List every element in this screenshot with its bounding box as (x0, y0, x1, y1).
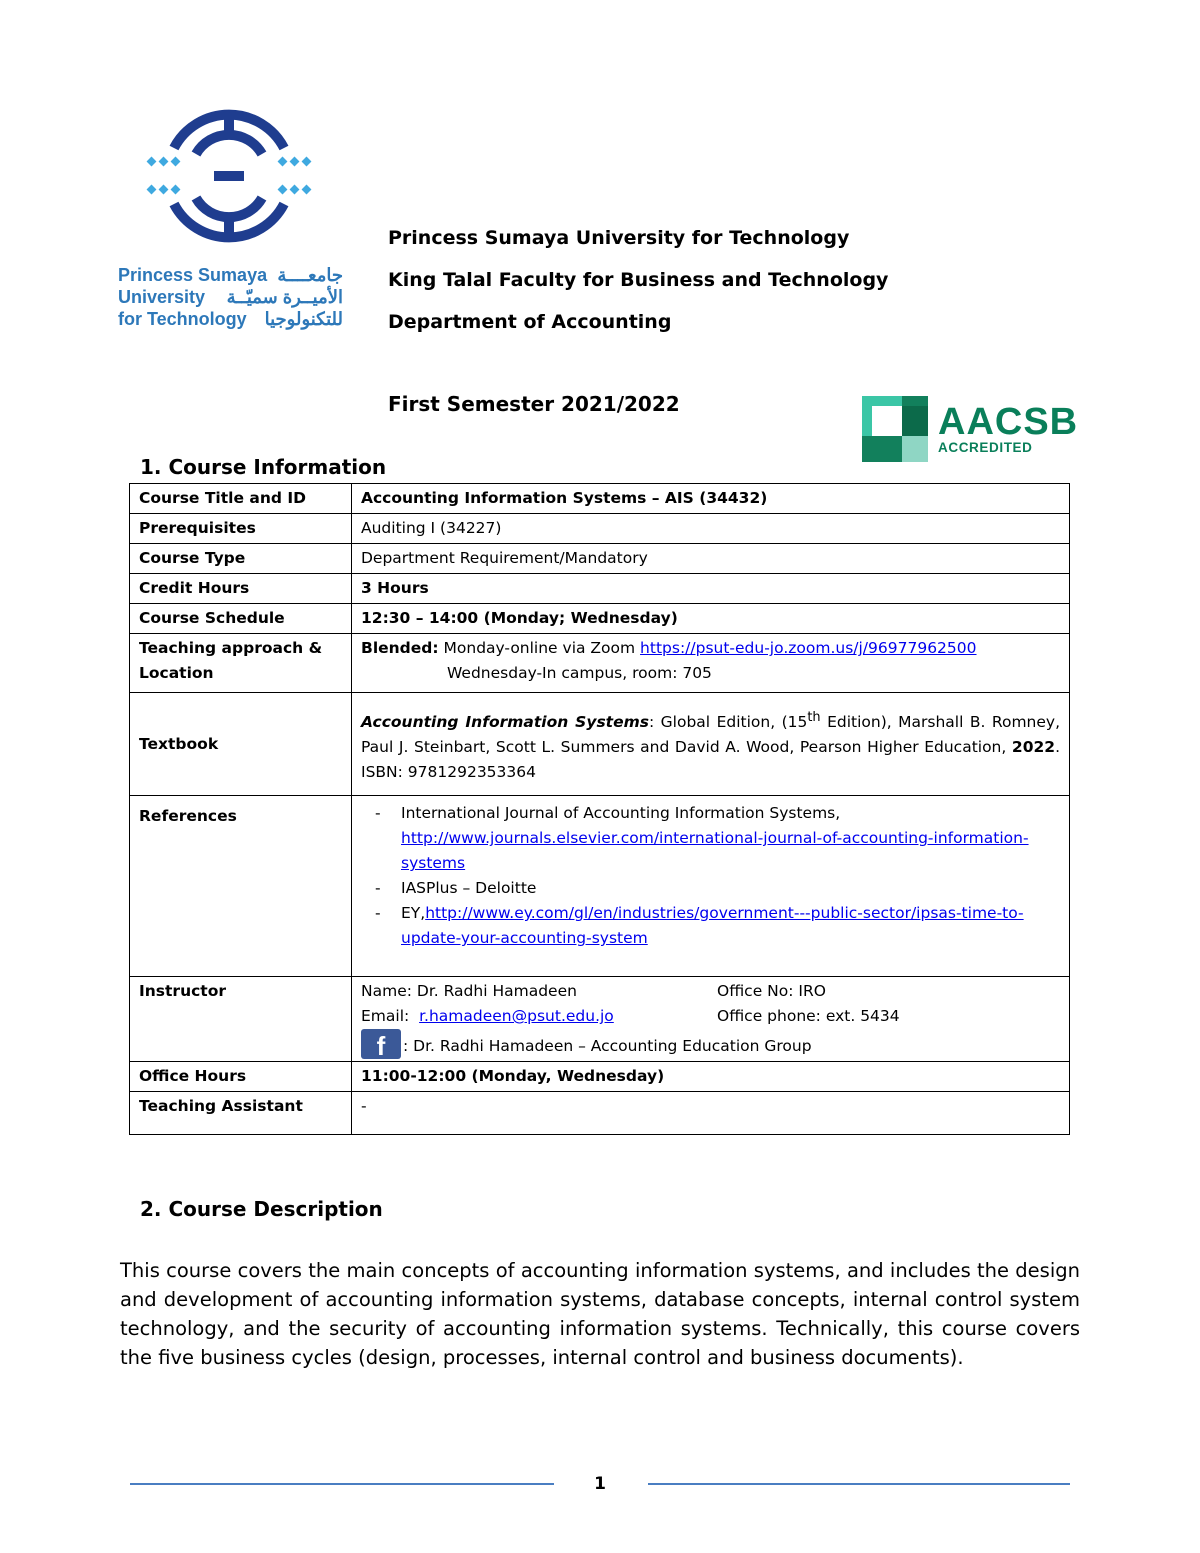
blended-label: Blended: (361, 639, 439, 657)
aacsb-mark-icon (862, 396, 928, 462)
table-row (130, 693, 1070, 796)
table-row (130, 977, 1070, 1062)
textbook-edition-sup: th (807, 710, 821, 725)
reference-prefix: EY, (401, 904, 426, 923)
facebook-icon[interactable]: f (361, 1029, 401, 1059)
teaching-approach-value (352, 634, 1070, 693)
credit-hours-value: 3 Hours (352, 574, 1070, 604)
aacsb-word: AACSB (938, 401, 1079, 443)
row-label: Prerequisites (130, 514, 352, 544)
list-item (401, 876, 1060, 901)
email-label: Email: (361, 1007, 410, 1026)
office-hours-value: 11:00-12:00 (Monday, Wednesday) (352, 1062, 1070, 1092)
elsevier-link[interactable]: http://www.journals.elsevier.com/international-journal-of-accounting-information-systems (401, 829, 1029, 873)
table-row (130, 604, 1070, 634)
textbook-title: Accounting Information Systems (361, 713, 649, 732)
ey-link[interactable]: http://www.ey.com/gl/en/industries/government---public-sector/ipsas-time-to-update-your-accounting-system (401, 904, 1024, 948)
semester-title: First Semester 2021/2022 (388, 392, 680, 416)
references-list (361, 801, 1060, 951)
reference-text: International Journal of Accounting Information Systems, (401, 804, 841, 823)
textbook-authors: Edition), Marshall B. Romney, Paul J. Steinbart, Scott L. Summers and David A. Wood, Pearson Higher Education, (361, 713, 1061, 757)
table-row (130, 574, 1070, 604)
office-phone: Office phone: ext. 5434 (717, 1007, 900, 1026)
table-row (130, 1062, 1070, 1092)
row-label: Credit Hours (130, 574, 352, 604)
instructor-name: Name: Dr. Radhi Hamadeen (361, 982, 577, 1001)
section-title-course-description: 2. Course Description (140, 1197, 383, 1221)
prerequisites-value: Auditing I (34227) (352, 514, 1070, 544)
logo-wordmark (118, 264, 343, 330)
reference-text: IASPlus – Deloitte (401, 879, 537, 898)
row-label: Course Title and ID (130, 484, 352, 514)
instructor-value (352, 977, 1070, 1062)
page-number: 1 (594, 1474, 606, 1494)
row-label: Instructor (130, 977, 352, 1062)
online-text: Monday-online via Zoom (443, 639, 636, 657)
textbook-isbn: . ISBN: 9781292353364 (361, 738, 1060, 782)
office-number: Office No: IRO (717, 982, 826, 1001)
references-value (352, 796, 1070, 977)
list-item (401, 801, 1060, 876)
campus-text: Wednesday-In campus, room: 705 (447, 664, 712, 682)
aacsb-accredited: ACCREDITED (938, 440, 1033, 455)
textbook-edition: : Global Edition, (15 (648, 713, 808, 732)
section-title-course-information: 1. Course Information (140, 455, 387, 479)
logo-ar-line: للتكنولوجيا (264, 309, 343, 329)
university-emblem-icon (144, 96, 314, 256)
row-label: Textbook (130, 693, 352, 796)
teaching-assistant-value: - (352, 1092, 1070, 1135)
university-logo (118, 96, 343, 330)
row-label: Course Schedule (130, 604, 352, 634)
department-name: Department of Accounting (388, 311, 672, 333)
course-type-value: Department Requirement/Mandatory (352, 544, 1070, 574)
course-title-value: Accounting Information Systems – AIS (34432) (352, 484, 1070, 514)
university-name: Princess Sumaya University for Technology (388, 227, 850, 249)
row-label: Office Hours (130, 1062, 352, 1092)
aacsb-logo (862, 396, 1078, 462)
logo-en-line: University (118, 287, 206, 307)
row-label: Teaching Assistant (130, 1092, 352, 1135)
table-row (130, 484, 1070, 514)
table-row (130, 634, 1070, 693)
facebook-group-text: : Dr. Radhi Hamadeen – Accounting Education Group (403, 1037, 812, 1056)
table-row (130, 1092, 1070, 1135)
textbook-value (352, 693, 1070, 796)
row-label: Course Type (130, 544, 352, 574)
schedule-value: 12:30 – 14:00 (Monday; Wednesday) (352, 604, 1070, 634)
logo-en-line: Princess Sumaya (118, 265, 268, 285)
course-info-table (129, 483, 1070, 1135)
faculty-name: King Talal Faculty for Business and Technology (388, 269, 889, 291)
row-label: Teaching approach & Location (130, 634, 352, 693)
instructor-email-link[interactable]: r.hamadeen@psut.edu.jo (419, 1007, 614, 1026)
document-header (388, 222, 888, 348)
table-row (130, 796, 1070, 977)
table-row (130, 514, 1070, 544)
row-label: References (130, 796, 352, 977)
list-item (401, 901, 1060, 951)
textbook-year: 2022 (1011, 738, 1056, 757)
logo-en-line: for Technology (118, 309, 247, 329)
zoom-link[interactable]: https://psut-edu-jo.zoom.us/j/96977962500 (640, 639, 977, 657)
logo-ar-line: الأميــرة سميّــة (226, 287, 343, 307)
table-row (130, 544, 1070, 574)
logo-ar-line: جامعــــة (277, 265, 343, 285)
course-description-text: This course covers the main concepts of accounting information systems, and includes the design and development of accounting information systems, database concepts, internal control system technology, and the security of accounting information systems. Technically, this course covers the five business cycles (design, processes, internal control and business documents). (120, 1259, 1080, 1369)
